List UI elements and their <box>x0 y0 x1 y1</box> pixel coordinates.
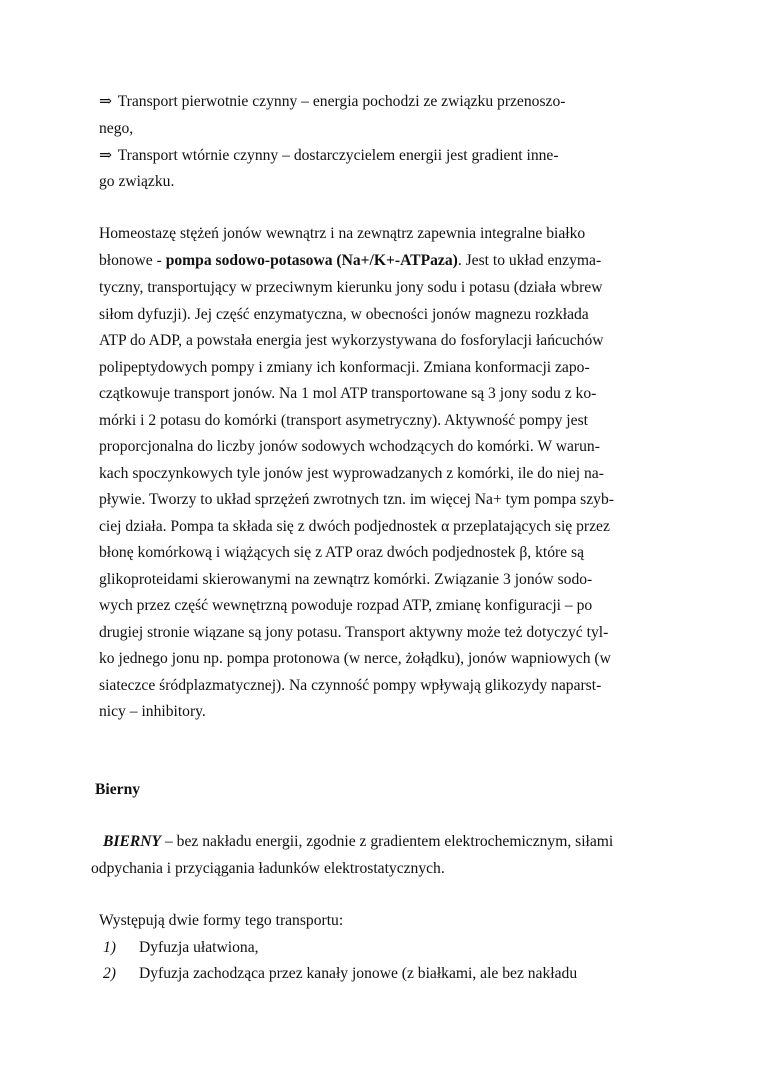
paragraph-line: polipeptydowych pompy i zmiany ich konformacji. Zmiana konformacji zapo- <box>99 359 590 376</box>
paragraph-line: Homeostazę stężeń jonów wewnątrz i na zewnątrz zapewnia integralne białko <box>99 225 586 242</box>
list-item: 1) Dyfuzja ułatwiona, <box>103 934 259 961</box>
paragraph-line: czątkowuje transport jonów. Na 1 mol ATP transportowane są 3 jony sodu z ko- <box>99 385 597 402</box>
implies-arrow-icon: ⇒ <box>99 147 113 164</box>
bierny-definition-line2: odpychania i przyciągania ładunków elektrostatycznych. <box>91 860 445 877</box>
paragraph-line: ko jednego jonu np. pompa protonowa (w nerce, żołądku), jonów wapniowych (w <box>99 650 611 667</box>
paragraph-line: drugiej stronie wiązane są jony potasu. Transport aktywny może też dotyczyć tyl- <box>99 624 609 641</box>
paragraph-line: kach spoczynkowych tyle jonów jest wyprowadzanych z komórki, ile do niej na- <box>99 465 604 482</box>
paragraph-line: proporcjonalna do liczby jonów sodowych wchodzących do komórki. W warun- <box>99 438 600 455</box>
paragraph-line: błonę komórkową i wiążących się z ATP oraz dwóch podjednostek β, które są <box>99 544 584 561</box>
list-number: 2) <box>103 965 116 982</box>
pump-name-bold: pompa sodowo-potasowa (Na+/K+-ATPaza) <box>165 252 458 269</box>
paragraph-line: tyczny, transportujący w przeciwnym kierunku jony sodu i potasu (działa wbrew <box>99 279 603 296</box>
paragraph-line: siłom dyfuzji). Jej część enzymatyczna, w obecności jonów magnezu rozkłada <box>99 306 589 323</box>
implies-arrow-icon: ⇒ <box>99 93 113 110</box>
forms-intro: Występują dwie formy tego transportu: <box>99 912 344 929</box>
paragraph-line: błonowe - pompa sodowo-potasowa (Na+/K+-ATPaza). Jest to układ enzyma- <box>99 252 602 269</box>
paragraph-line: glikoproteidami skierowanymi na zewnątrz komórki. Związanie 3 jonów sodo- <box>99 571 593 588</box>
paragraph-line: pływie. Tworzy to układ sprzężeń zwrotnych tzn. im więcej Na+ tym pompa szyb- <box>99 491 614 508</box>
paragraph-line: ATP do ADP, a powstała energia jest wykorzystywana do fosforylacji łańcuchów <box>99 332 604 349</box>
bierny-term: BIERNY <box>103 833 162 850</box>
bullet-secondary-line2: go związku. <box>99 173 175 190</box>
paragraph-line: nicy – inhibitory. <box>99 703 206 720</box>
paragraph-line: wych przez część wewnętrzną powoduje rozpad ATP, zmianę konfiguracji – po <box>99 597 593 614</box>
bullet-primary-line1: ⇒ Transport pierwotnie czynny – energia pochodzi ze związku przenoszo- <box>99 93 566 110</box>
paragraph-line: siateczce śródplazmatycznej). Na czynność pompy wpływają glikozydy naparst- <box>99 677 602 694</box>
list-number: 1) <box>103 939 116 956</box>
bullet-primary-line2: nego, <box>99 120 134 137</box>
paragraph-line: ciej działa. Pompa ta składa się z dwóch podjednostek α przeplatających się przez <box>99 518 610 535</box>
section-heading: Bierny <box>95 781 141 798</box>
bierny-definition-line1: BIERNY – bez nakładu energii, zgodnie z gradientem elektrochemicznym, siłami <box>103 833 614 850</box>
bullet-secondary-line1: ⇒ Transport wtórnie czynny – dostarczycielem energii jest gradient inne- <box>99 147 559 164</box>
list-item: 2) Dyfuzja zachodząca przez kanały jonowe (z białkami, ale bez nakładu <box>103 960 577 987</box>
paragraph-line: mórki i 2 potasu do komórki (transport asymetryczny). Aktywność pompy jest <box>99 412 588 429</box>
